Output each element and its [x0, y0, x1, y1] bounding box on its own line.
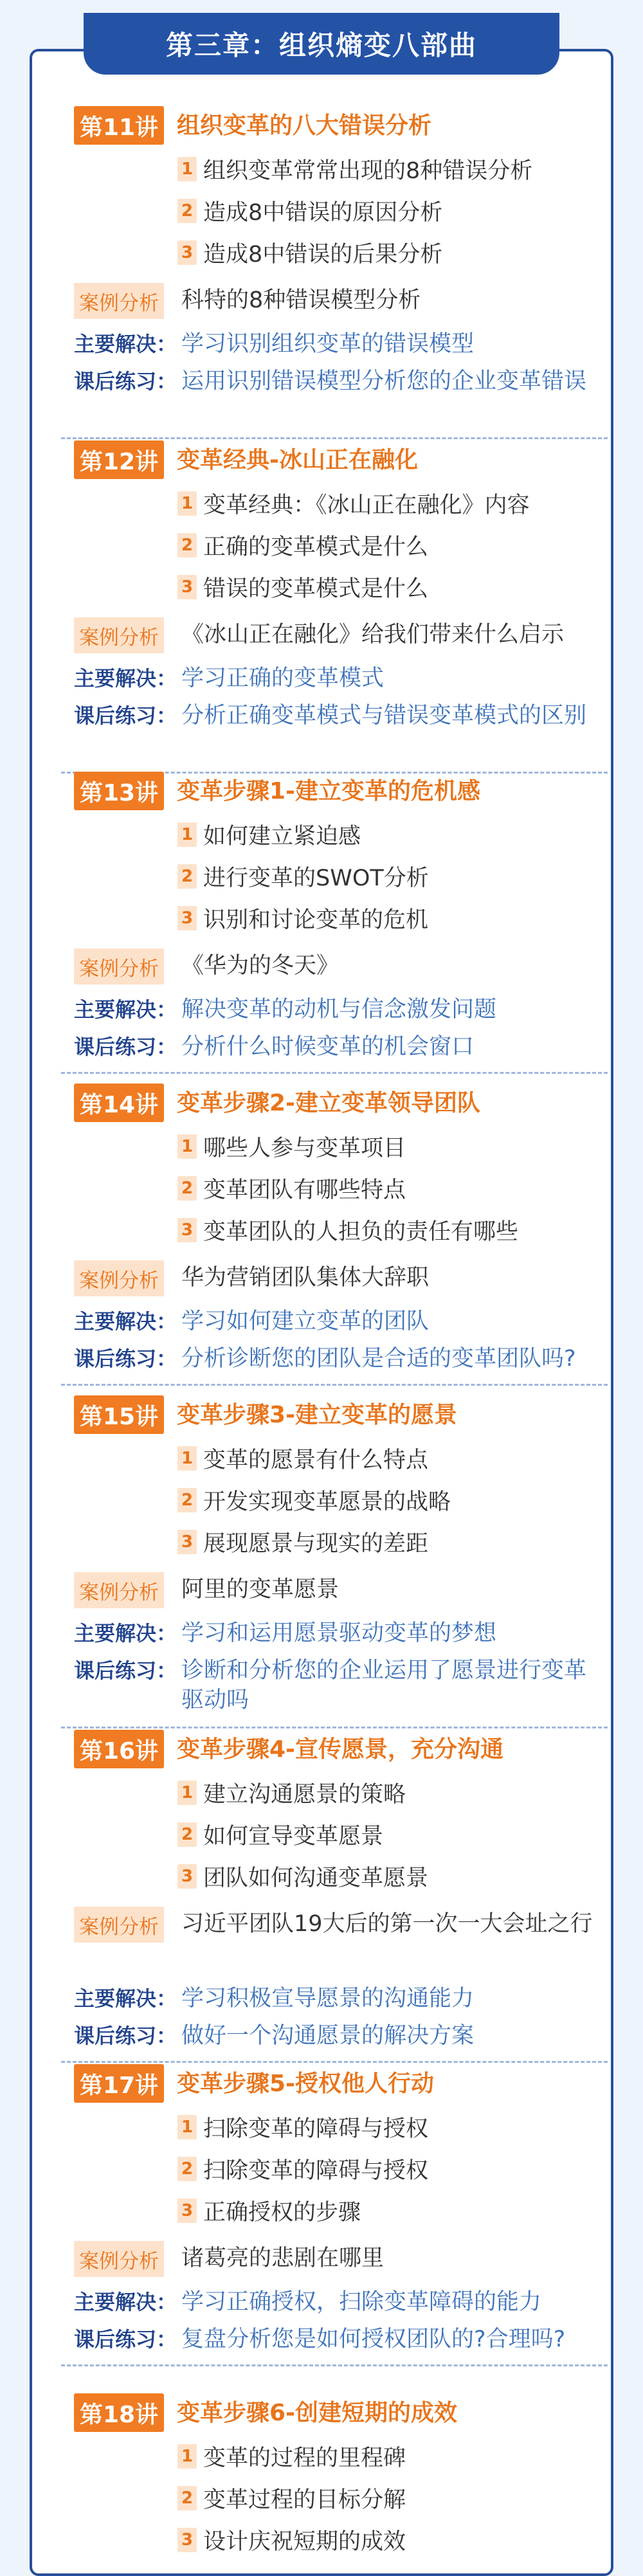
- topic-item: [177, 817, 361, 853]
- main-solve-text: 学习如何建立变革的团队: [181, 1309, 430, 1334]
- homework-label: 课后练习：: [74, 369, 177, 394]
- topic-item: [177, 2480, 406, 2516]
- topic-number: 1: [177, 822, 197, 847]
- lecture-title: 变革步骤5-授权他人行动: [177, 2071, 434, 2097]
- main-solve-label: 主要解决：: [74, 666, 177, 691]
- topic-number: 3: [177, 2528, 197, 2552]
- topic-text: 变革团队有哪些特点: [203, 1177, 406, 1203]
- homework-text: 分析诊断您的团队是合适的变革团队吗?: [181, 1346, 576, 1372]
- lecture-number-badge: 第12讲: [74, 440, 164, 479]
- topic-number: 2: [177, 2486, 197, 2510]
- lecture-number-badge: 第17讲: [74, 2064, 164, 2103]
- topic-number: 1: [177, 2115, 197, 2139]
- lecture-number-badge: 第16讲: [74, 1730, 164, 1768]
- lecture-number-badge: 第18讲: [74, 2393, 164, 2432]
- topic-text: 正确授权的步骤: [203, 2200, 361, 2226]
- homework-text: 复盘分析您是如何授权团队的?合理吗?: [181, 2327, 566, 2352]
- homework-label: 课后练习：: [74, 2327, 177, 2352]
- topic-text: 变革的愿景有什么特点: [203, 1447, 429, 1473]
- topic-text: 正确的变革模式是什么: [203, 534, 429, 560]
- topic-item: [177, 485, 530, 522]
- homework-label: 课后练习：: [74, 703, 177, 728]
- topic-number: 1: [177, 157, 197, 181]
- topic-item: [177, 1440, 428, 1476]
- topic-text: 组织变革常常出现的8种错误分析: [203, 158, 533, 184]
- topic-item: [177, 527, 428, 563]
- homework-label: 课后练习：: [74, 1347, 177, 1371]
- case-analysis-badge: 案例分析: [74, 1907, 164, 1943]
- main-solve-label: 主要解决：: [74, 997, 177, 1022]
- topic-text: 进行变革的SWOT分析: [203, 866, 429, 891]
- case-analysis-text: 习近平团队19大后的第一次一大会址之行: [181, 1911, 593, 1937]
- case-analysis-text: 华为营销团队集体大辞职: [181, 1265, 430, 1291]
- topic-number: 1: [177, 1134, 197, 1159]
- section-divider: [61, 437, 608, 439]
- topic-text: 识别和讨论变革的危机: [203, 907, 429, 933]
- main-solve-text: 学习积极宣导愿景的沟通能力: [181, 1986, 475, 2011]
- lecture-title: 变革步骤4-宣传愿景，充分沟通: [177, 1736, 503, 1763]
- topic-text: 设计庆祝短期的成效: [203, 2529, 406, 2555]
- topic-text: 如何建立紧迫感: [203, 824, 361, 849]
- main-solve-label: 主要解决：: [74, 1309, 177, 1334]
- topic-item: [177, 1212, 518, 1248]
- topic-text: 展现愿景与现实的差距: [203, 1531, 429, 1557]
- case-analysis-badge: 案例分析: [74, 283, 164, 319]
- topic-number: 3: [177, 575, 197, 599]
- topic-item: [177, 1524, 428, 1560]
- topic-text: 扫除变革的障碍与授权: [203, 2158, 429, 2184]
- topic-item: [177, 1170, 406, 1206]
- main-solve-text: 学习和运用愿景驱动变革的梦想: [181, 1620, 497, 1646]
- topic-number: 1: [177, 491, 197, 516]
- main-solve-text: 学习正确的变革模式: [181, 666, 385, 691]
- case-analysis-text: 科特的8种错误模型分析: [181, 287, 421, 313]
- topic-item: [177, 193, 442, 229]
- topic-number: 1: [177, 1446, 197, 1471]
- topic-text: 开发实现变革愿景的战略: [203, 1489, 451, 1515]
- topic-item: [177, 151, 532, 187]
- main-solve-label: 主要解决：: [74, 2290, 177, 2314]
- lecture-number-badge: 第14讲: [74, 1084, 164, 1122]
- topic-number: 2: [177, 2157, 197, 2181]
- homework-text: 运用识别错误模型分析您的企业变革错误: [181, 368, 587, 394]
- section-divider: [61, 2061, 608, 2063]
- topic-text: 团队如何沟通变革愿景: [203, 1865, 429, 1891]
- case-analysis-badge: 案例分析: [74, 948, 164, 984]
- topic-text: 建立沟通愿景的策略: [203, 1782, 406, 1808]
- case-analysis-text: 《华为的冬天》: [181, 953, 340, 979]
- topic-text: 造成8中错误的后果分析: [203, 242, 443, 268]
- case-analysis-badge: 案例分析: [74, 617, 164, 653]
- lecture-title: 组织变革的八大错误分析: [177, 113, 432, 139]
- topic-number: 3: [177, 1530, 197, 1554]
- topic-text: 哪些人参与变革项目: [203, 1136, 406, 1161]
- topic-number: 3: [177, 2199, 197, 2223]
- topic-number: 2: [177, 1822, 197, 1847]
- topic-text: 扫除变革的障碍与授权: [203, 2116, 429, 2142]
- topic-item: [177, 1817, 383, 1853]
- section-divider: [61, 1727, 608, 1728]
- topic-number: 2: [177, 199, 197, 223]
- lecture-title: 变革经典-冰山正在融化: [177, 447, 418, 473]
- topic-text: 变革过程的目标分解: [203, 2487, 406, 2513]
- homework-label: 课后练习：: [74, 1658, 177, 1683]
- topic-number: 1: [177, 1781, 197, 1805]
- topic-text: 变革的过程的里程碑: [203, 2445, 406, 2471]
- topic-number: 2: [177, 1176, 197, 1201]
- lecture-title: 变革步骤3-建立变革的愿景: [177, 1402, 457, 1428]
- topic-item: [177, 235, 442, 271]
- main-solve-text: 解决变革的动机与信念激发问题: [181, 997, 497, 1022]
- case-analysis-text: 诸葛亮的悲剧在哪里: [181, 2245, 385, 2271]
- topic-number: 2: [177, 533, 197, 558]
- topic-item: [177, 1129, 406, 1165]
- topic-text: 错误的变革模式是什么: [203, 576, 429, 602]
- homework-text: 分析什么时候变革的机会窗口: [181, 1034, 475, 1060]
- topic-item: [177, 2522, 406, 2558]
- topic-item: [177, 2438, 406, 2474]
- section-divider: [61, 1072, 608, 1074]
- topic-text: 如何宣导变革愿景: [203, 1824, 384, 1849]
- lecture-number-badge: 第13讲: [74, 772, 164, 810]
- topic-item: [177, 1775, 406, 1811]
- topic-item: [177, 1858, 428, 1894]
- topic-number: 2: [177, 1488, 197, 1512]
- homework-text: 做好一个沟通愿景的解决方案: [181, 2023, 475, 2049]
- lecture-title: 变革步骤6-创建短期的成效: [177, 2400, 457, 2426]
- section-divider: [61, 1384, 608, 1386]
- topic-number: 3: [177, 1218, 197, 1242]
- topic-item: [177, 2151, 428, 2187]
- topic-number: 3: [177, 1864, 197, 1889]
- topic-number: 1: [177, 2444, 197, 2469]
- topic-item: [177, 2109, 428, 2145]
- main-solve-label: 主要解决：: [74, 1621, 177, 1646]
- topic-number: 3: [177, 240, 197, 265]
- topic-text: 变革经典：《冰山正在融化》内容: [203, 493, 530, 518]
- topic-item: [177, 2193, 361, 2229]
- topic-text: 变革团队的人担负的责任有哪些: [203, 1219, 519, 1245]
- main-solve-text: 学习识别组织变革的错误模型: [181, 331, 475, 357]
- case-analysis-badge: 案例分析: [74, 1572, 164, 1608]
- homework-text: 分析正确变革模式与错误变革模式的区别: [181, 703, 587, 729]
- section-divider: [61, 2364, 608, 2366]
- topic-item: [177, 858, 429, 894]
- case-analysis-text: 阿里的变革愿景: [181, 1577, 340, 1602]
- lecture-number-badge: 第15讲: [74, 1395, 164, 1434]
- homework-label: 课后练习：: [74, 1035, 177, 1059]
- main-solve-label: 主要解决：: [74, 1986, 177, 2011]
- topic-text: 造成8中错误的原因分析: [203, 200, 443, 226]
- case-analysis-text: 《冰山正在融化》给我们带来什么启示: [181, 622, 565, 648]
- topic-item: [177, 569, 428, 605]
- lecture-number-badge: 第11讲: [74, 106, 164, 145]
- case-analysis-badge: 案例分析: [74, 2241, 164, 2277]
- topic-number: 2: [177, 864, 197, 889]
- chapter-title: 第三章：组织熵变八部曲: [84, 13, 559, 75]
- topic-number: 3: [177, 906, 197, 930]
- lecture-title: 变革步骤2-建立变革领导团队: [177, 1090, 480, 1116]
- main-solve-label: 主要解决：: [74, 332, 177, 356]
- main-solve-text: 学习正确授权，扫除变革障碍的能力: [181, 2289, 542, 2315]
- homework-text: 诊断和分析您的企业运用了愿景进行变革驱动吗: [181, 1658, 587, 1713]
- lecture-title: 变革步骤1-建立变革的危机感: [177, 778, 480, 804]
- topic-item: [177, 1482, 451, 1518]
- topic-item: [177, 900, 428, 936]
- homework-label: 课后练习：: [74, 2024, 177, 2048]
- case-analysis-badge: 案例分析: [74, 1260, 164, 1296]
